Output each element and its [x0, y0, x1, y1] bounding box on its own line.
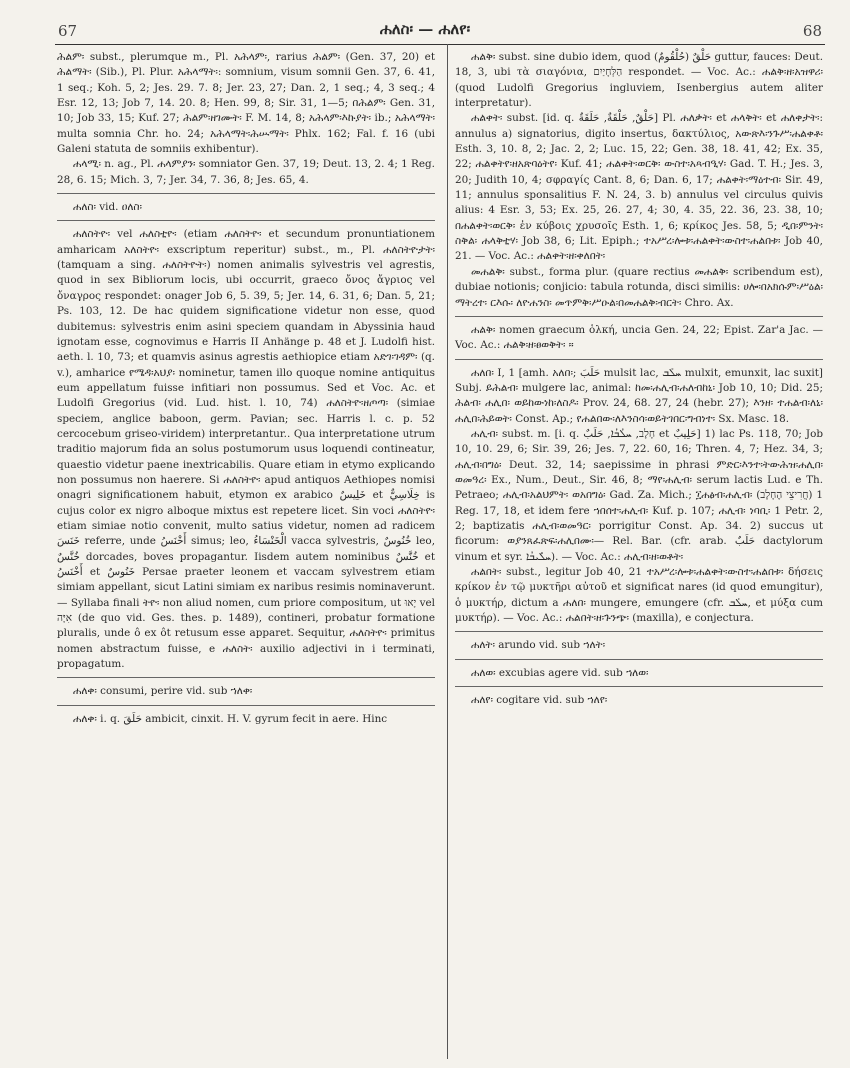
- entry-halas-ref: ሐለስ፡ vid. ዐለስ፡: [73, 201, 142, 214]
- column-divider: [447, 44, 448, 1059]
- entry-separator: [57, 193, 435, 194]
- entry-halat-ref: ሐለት፡ arundo vid. sub ኀለት፡: [471, 639, 606, 652]
- entry-separator: [57, 220, 435, 221]
- entry-halaya-ref: ሐለየ፡ cogitare vid. sub ኀለየ፡: [471, 694, 608, 707]
- entry-hilm: ሕልም፡ subst., plerumque m., Pl. አሕላም፡, rarius ሕልም፡ (Gen. 37, 20) et ሕልማት፡ (Sib.), Pl. Plur. አሕላማት፡: somnium, visum somnii Gen. 37, 6. 41, 1 seq.; Koh. 5, 2; Jes. 29. 7. 8; Jer. 23, 27; Dan. 2, 1 seq.; 4, 3 seq.; 4 Esr. 12, 13; Job 7, 14. 20. 8; Hen. 99, 8; Sir. 31, 1—5; በሕልም፡ Gen. 31, 10; Job 33, 15; Kuf. 27; ሕልም፡ዘገሙት፡ F. M. 14, 8; አሕላም፡እኩያት፡ ib.; አሕላማት፡ multa somnia Chr. ho. 24; አሕላማት፡ሕሡማት፡ Phlx. 162; Fal. f. 16 (ubi Galeni statuta de somniis exhibentur).: [57, 51, 435, 156]
- entry-separator: [455, 686, 823, 687]
- entry-halqat: ሐልቀት፡ subst. [id. q. حَلْقٌ, حَلْقَةٌ, حَلَقَةٌ] Pl. ሐለቃት፡ et ሐላቅት፡ et ሐለቀታት፡: annulus a) signatorius, digito insertus, δακτύλιος, አውጽእ፡ንጉሥ፡ሐልቀቶ፡ Esth. 3, 10. 8, 2; Jac. 2, 2; Luc. 15, 22; Gen. 38, 18. 41, 42; Ex. 35, 22; ሐልቀትየ፡ዘአጽባዕትየ፡ Kuf. 41; ሐልቀት፡ወርቅ፡ ውስተ፡አጻብዒሃ፡ Gad. T. H.; Jes. 3, 20; Judith 10, 4; σφραγίς Cant. 8, 6; Dan. 6, 17; ሐልቀት፡ማዕተብ፡ Sir. 49, 11; annulus sponsalitius F. N. 24, 3. b) annulus vel circulus quivis alius: 4 Esr. 3, 53; Ex. 25, 26. 27, 4; 30, 4. 35, 22. 36, 23. 38, 10; በሐልቀት፡ወርቅ፡ ἐν κύβοις χρυσοῖς Esth. 1, 6; κρίκος Jes. 58, 5; ዲበ፡ምንት፡ ስቅል፡ ሐላቅቲሃ፡ Job 38, 6; Lit. Epiph.; ተአሥረ፡ሎቱ፡ሐልቀት፡ውስተ፡ሐልበቱ፡ Job 40, 21. — Voc. Ac.: ሐልቀት፡ዘ፡ቀለበት፡: [455, 112, 823, 263]
- entry-halaqa-ref: ሐለቀ፡ consumi, perire vid. sub ኀለቀ፡: [73, 685, 253, 698]
- header-rule: [55, 44, 825, 45]
- entry-mahalq: መሐልቅ፡ subst., forma plur. (quare rectius መሐልቅ፡ scribendum est), dubiae notionis; conjicio: tabula rotunda, disci similis: ሀሎ፡በአክሱም፡ሥዕል፡ማትረተ፡ ርእሱ፡ ለዮሐንስ፡ መጥምቅ፡ሥዑል፡በመሐልቅ፡ብርት፡ Chro. Ax.: [455, 265, 823, 309]
- left-column: [57, 50, 435, 727]
- entry-separator: [57, 677, 435, 678]
- entry-halaqa: ሐለቀ፡ i. q. حَلَقَ ambicit, cinxit. H. V. gyrum fecit in aere. Hinc: [73, 712, 388, 725]
- running-head: ሐለስ፡ — ሐለየ፡: [379, 20, 471, 38]
- entry-halbat: ሐልበት፡ subst., legitur Job 40, 21 ተአሥረ፡ሎቱ፡ሐልቀት፡ውስተ፡ሐልበቱ፡ δήσεις κρίκον ἐν τῷ μυκτῆρι αὐτοῦ et significat nares (id quod emungitur), ὁ μυκτήρ, dictum a ሐለበ፡ mungere, emungere (cfr. ܚܠܰܒ, et μύξα cum μυκτήρ). — Voc. Ac.: ሐልበት፡ዘ፡ጉንጭ፡ (maxilla), e conjectura.: [455, 566, 824, 625]
- entry-separator: [57, 705, 435, 706]
- entry-halawa-ref: ሐለወ፡ excubias agere vid. sub ኀለወ፡: [471, 666, 649, 679]
- entry-halastyo: ሐለስትዮ፡ vel ሐለስቲዮ፡ (etiam ሐለስትዮ፡ et secundum pronuntiationem amharicam አለስትዮ፡ exscriptum reperitur) subst., m., Pl. ሐለስትዮታት፡ (tamquam a sing. ሐለስትዮት፡) nomen animalis sylvestris vel agrestis, quod in sex Bibliorum locis, ubi occurrit, graeco ὄνος ἄγριος vel ὄναγρος respondet: onager Job 6, 5. 39, 5; Jer. 14, 6. 31, 6; Dan. 5, 21; Ps. 103, 12. De hac quidem significatione videtur non esse, quod dubitemus: sylvestris enim asini speciem quandam in Abyssinia haud ignotam esse, cognovimus e Harris II Anhänge p. 48 et J. Ludolfi hist. aeth. l. 10, 73; et quamvis asinus agrestis aethiopice etiam አድገ፡ገዳም፡ (q. v.), amharice የሜዳ፡አህያ፡ nominetur, tamen illo quoque nomine antiquitus eum appellatum fuisse infitiari non possumus. Sed et Voc. Ac. et Ludolfi Gregorius (vid. Lud. hist. l. 10, 74) ሐለስትዮ፡ዘጦጣ፡ (simiae speciem, anglice baboon, germ. Pavian; sec. Harris l. c. p. 52 cercocebum griseo-viridem) interpretantur.. Qua interpretatione utrum traditio majorum fida an solus postumorum usus loquendi contineatur, quaestio videtur paene inextricabilis. Quare etiam in etymo explicando non possumus non haerere. Si ሐለስትዮ፡ apud antiquos Aethiopes nomisi onagri significationem habuit, etymon ex arabico خَلِيسٌ et خِلَاسِيٌّ is cujus color ex nigro alboque mixtus est repetere licet. Sin voci ሐለስትዮ፡ etiam simiae notio convenit, multo satius videtur, nomen ad radicem خَنَسَ referre, unde أَخْنَسُ simus; leo, الْخَنْسَاءُ vacca sylvestris, خُنُوسٌ leo, خُنَّسٌ dorcades, boves propagantur. Iisdem autem nominibus خُنَّسٌ et أَخْنَسُ et خَنُوسٌ Persae praeter leonem et vaccam sylvestrem etiam simiam appellant, sicut Latini simiam ex naribus resimis nominaverunt. — Syllaba finali ትዮ፡ non aliud nomen, cum priore compositum, ut יָאוּ vel אִיָּה (de quo vid. Ges. thes. p. 1489), contineri, probatur formatione pluralis, unde ô ex ôt retusum esse apparet. Sequitur, ሐለስትዮ፡ primitus nomen abstractum fuisse, e ሐለስት፡ auxilio adjectivi in i terminati, propagatum.: [57, 228, 436, 671]
- entry-halq: ሐልቅ፡ subst. sine dubio idem, quod حَلْقٌ (حُلْقُومٌ) guttur, fauces: Deut. 18, 3, ubi τὰ σιαγόνια, הַלְּחָיַיִם respondet. — Voc. Ac.: ሐልቅ፡ዘ፡አዝዋሪ፡ (quod Ludolfi Gregorius ingluviem, Isenbergius autem aliter interpretatur).: [455, 51, 823, 110]
- page-number-right: 68: [802, 22, 822, 40]
- page-number-left: 67: [58, 22, 78, 40]
- entry-separator: [455, 659, 823, 660]
- entry-halaba: ሐለበ፡ I, 1 [amh. አለበ፡; حَلَبَ mulsit lac, ܚܠܰܒ mulxit, emunxit, lac suxit] Subj. ይሕልብ፡ mulgere lac, animal: ከመ፡ሐሊብ፡ሐለብከኒ፡ Job 10, 10; Did. 25; ሕልብ፡ ሐሊበ፡ ወይከውነከ፡ለስዶ፡ Prov. 24, 68. 27, 24 (hebr. 27); እንዘ፡ ተሐልብ፡ለኒ፡ሐሊበ፡ሕይወት፡ Const. Ap.; የሐልበው፡ለእንስሳ፡ወይትገበር፡ግብነተ፡ Sx. Masc. 18.: [455, 366, 823, 425]
- entry-separator: [455, 316, 823, 317]
- entry-separator: [455, 631, 823, 632]
- entry-halami: ሐላሚ፡ n. ag., Pl. ሐላምያን፡ somniator Gen. 37, 19; Deut. 13, 2. 4; 1 Reg. 28, 6. 15; Mich. 3, 7; Jer. 34, 7. 36, 8; Jes. 65, 4.: [57, 158, 435, 186]
- right-column: [455, 50, 823, 708]
- entry-halib: ሐሊብ፡ subst. m. [i. q. חָלָב, ܚܠܳܒܳܐ, حَلَبٌ et حَلِيبٌ] 1) lac Ps. 118, 70; Job 10, 10. 29, 6; Sir. 39, 26; Jes. 7, 22. 60, 16; Thren. 4, 7; Hez. 34, 3; ሐሊብ፡በግዕ፡ Deut. 32, 14; saepissime in phrasi ምድር፡እንተ፡ትውሕዝ፡ሐሊበ፡ወመዓረ፡ Ex., Num., Deut., Sir. 46, 8; ማየ፡ሐሊብ፡ serum lactis Lud. e Th. Petraeo; ሐሊብ፡አልህምት፡ ወአበግዕ፡ Gad. Za. Mich.; ፲ሐፅብ፡ሐሊብ፡ (חֲרִיצֵי הֶחָלָב) 1 Reg. 17, 18, et idem fere ኀበሰተ፡ሐሊብ፡ Kuf. p. 107; ሐሊብ፡ ነባቢ፡ 1 Petr. 2, 2; baptizatis ሐሊብ፡ወመዓር፡ porrigitur Const. Ap. 34. 2) succus ut ficorum: ወያንጸፈጽፍ፡ሐሊበሙ፡— Rel. Bar. (cfr. arab. حَلَبٌ dactylorum vinum et syr. ܚܠܺܝܒܳܐ). — Voc. Ac.: ሐሊብ፡ዘ፡ወቶት፡: [455, 427, 823, 563]
- entry-halq-uncia: ሐልቅ፡ nomen graecum ὁλκή, uncia Gen. 24, 22; Epist. Zar'a Jac. — Voc. Ac.: ሐልቅ፡ዘ፡ፀወቅት፡ ።: [455, 323, 823, 352]
- entry-separator: [455, 359, 823, 360]
